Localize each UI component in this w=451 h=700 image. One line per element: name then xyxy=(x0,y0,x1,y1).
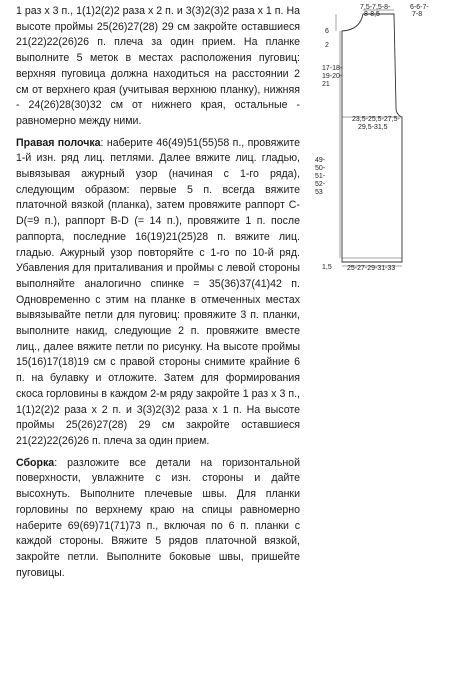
neck-depth-label: 6 xyxy=(325,28,329,35)
length-1: 49- xyxy=(315,157,326,164)
assembly-body: : разложите все детали на горизонтальной поверхности, увлажните с изн. стороны и дайте высохнуть. Выполните плечевые швы. Для планки горловины по верхнему краю на спицы равномерно наберите 69(69)71(71)73 п., включая по 6 п. планки с каждой стороны. Вяжите 5 рядов платочной вязкой, закройте петли. Выполните боковые швы, пришейте пуговицы. xyxy=(16,456,300,579)
intro-paragraph: 1 раз х 3 п., 1(1)2(2)2 раза х 2 п. и 3(3)2(3)2 раза х 1 п. На высоте проймы 25(26)27(28) 29 см закройте оставшиеся 21(22)22(26)26 п. плеча за один прием. На планке выполните 5 меток в местах расположения пуговиц: верхняя пуговица должна находиться на расстоянии 2 см от верхнего края (учитывая верхнюю планку), нижняя - 24(26)28(30)32 см от нижнего края, остальные - равномерно между ними. xyxy=(16,5,300,127)
armhole-depth-2: 19-20- xyxy=(322,73,343,80)
instructions-column xyxy=(16,4,300,581)
waist-width-1: 23,5-25,5-27,5- xyxy=(352,116,400,123)
right-front-body: : наберите 46(49)51(55)58 п., провяжите 1-й изн. ряд лиц. петлями. Далее вяжите лиц. гладью, вывязывая ажурный узор (начиная с 1-го ряда), следующим образом: первые 5 п. всегда вяжите платочной вязкой (планка), затем провяжите раппорт C-D(=9 п.), раппорт B-D (= 14 п.), провяжите 1 п. после раппорта, последние 16(19)21(25)28 п. вяжите лиц. гладью. Ажурный узор повторяйте с 1-го по 10-й ряд. Убавления для приталивания и проймы с левой стороны выполняйте аналогично спинке = 35(36)37(41)42 п. Одновременно с этим на планке в отмеченных местах вывязывайте петли для пуговиц: провяжите 3 п. планки, выполните накид, следующие 2 п. провяжите вместе лиц., далее вяжите петли по рисунку. На высоте проймы 15(16)17(18)19 см с правой стороны снимите крайние 6 п. на булавку и отложите. Затем для формирования скоса горловины в каждом 2-м ряду закройте 1 раз х 3 п., 1(1)2(2)2 раза х 2 п. и 3(3)2(3)2 раза х 1 п. На высоте проймы 25(26)27(28) 29 см закройте оставшиеся 21(22)22(26)26 п. плеча за один прием. xyxy=(16,136,301,447)
top-right-width: 6-6-7- xyxy=(410,4,429,11)
assembly-paragraph xyxy=(16,456,300,582)
armhole-depth-1: 17-18- xyxy=(322,65,343,72)
length-3: 51- xyxy=(315,173,326,180)
right-front-paragraph xyxy=(16,136,300,450)
bottom-width-label: 25-27-29-31-33 xyxy=(347,265,396,272)
length-2: 50- xyxy=(315,165,326,172)
neck-offset-label: 2 xyxy=(325,42,329,49)
top-left-width: 7,5-7,5-8- xyxy=(360,4,391,11)
length-4: 52- xyxy=(315,181,326,188)
pattern-schematic xyxy=(300,0,451,290)
assembly-heading: Сборка xyxy=(16,456,55,469)
waist-width-2: 29,5-31,5 xyxy=(358,124,388,131)
top-right-width-cont: 7-8 xyxy=(412,11,423,18)
garment-outline xyxy=(342,14,402,262)
armhole-depth-3: 21 xyxy=(322,81,330,88)
top-left-width-cont: 8-8,5 xyxy=(364,11,380,18)
hem-depth-label: 1,5 xyxy=(322,264,332,271)
right-front-heading: Правая полочка xyxy=(16,136,101,149)
length-5: 53 xyxy=(315,189,323,196)
